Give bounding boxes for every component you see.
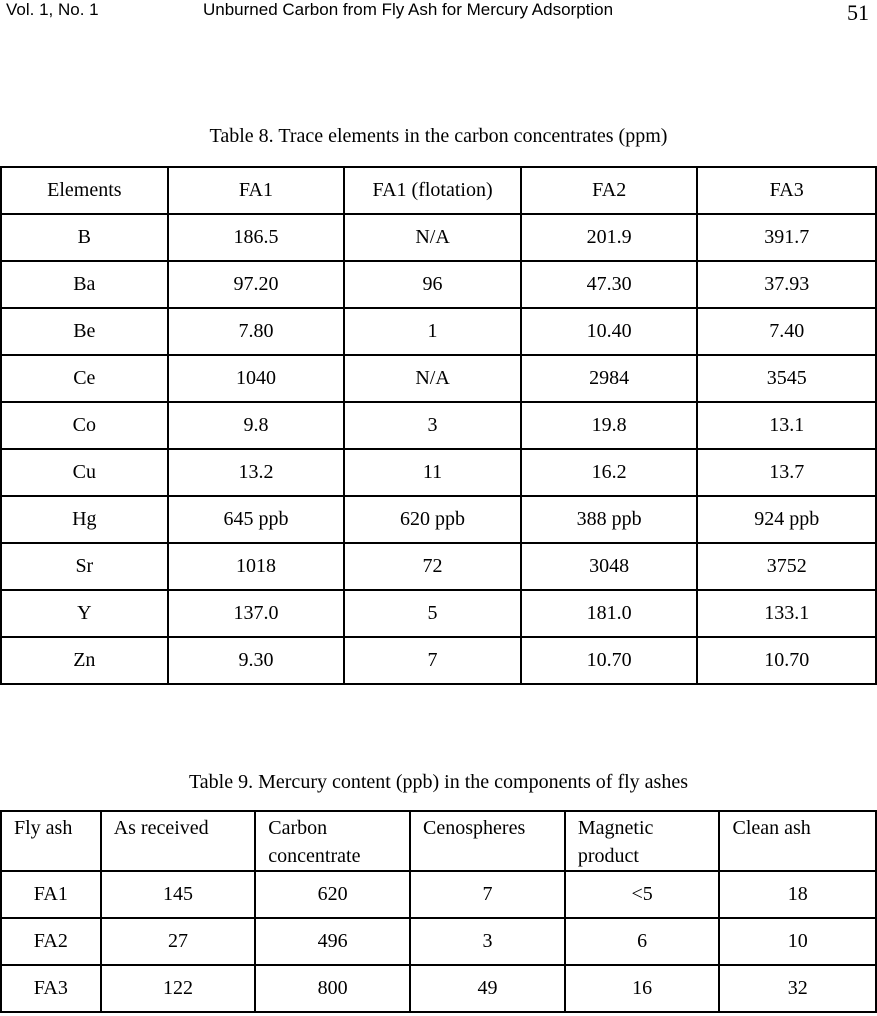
- data-cell: 201.9: [521, 214, 698, 261]
- data-cell: 5: [344, 590, 521, 637]
- row-label-cell: Ba: [1, 261, 168, 308]
- column-header: FA1: [168, 167, 345, 214]
- table-8-caption: Table 8. Trace elements in the carbon concentrates (ppm): [209, 125, 668, 147]
- data-cell: 3048: [521, 543, 698, 590]
- table-row: [1, 449, 876, 496]
- article-title: Unburned Carbon from Fly Ash for Mercury Adsorption: [203, 0, 614, 19]
- row-label-cell: Co: [1, 402, 168, 449]
- data-cell: 3: [410, 918, 565, 965]
- data-cell: 10.70: [521, 637, 698, 684]
- data-cell: 620: [255, 871, 410, 918]
- row-label-cell: Zn: [1, 637, 168, 684]
- column-header: FA1 (flotation): [344, 167, 521, 214]
- column-header: Carbon concentrate: [255, 811, 410, 871]
- data-cell: 16.2: [521, 449, 698, 496]
- data-cell: 7: [410, 871, 565, 918]
- data-cell: 924 ppb: [697, 496, 876, 543]
- data-cell: 7.80: [168, 308, 345, 355]
- data-cell: 496: [255, 918, 410, 965]
- data-cell: 1: [344, 308, 521, 355]
- row-label-cell: FA3: [1, 965, 101, 1012]
- column-header: Cenospheres: [410, 811, 565, 871]
- row-label-cell: B: [1, 214, 168, 261]
- table-row: [1, 308, 876, 355]
- data-cell: 19.8: [521, 402, 698, 449]
- table-row: [1, 918, 876, 965]
- data-cell: 137.0: [168, 590, 345, 637]
- table-row: [1, 637, 876, 684]
- table-9-mercury-content: [0, 810, 877, 1013]
- data-cell: 800: [255, 965, 410, 1012]
- data-cell: 7: [344, 637, 521, 684]
- data-cell: 27: [101, 918, 256, 965]
- table-row: [1, 543, 876, 590]
- row-label-cell: FA2: [1, 918, 101, 965]
- table-row: [1, 496, 876, 543]
- column-header: Clean ash: [719, 811, 876, 871]
- data-cell: 3545: [697, 355, 876, 402]
- table-row: [1, 871, 876, 918]
- table-row: [1, 402, 876, 449]
- row-label-cell: Hg: [1, 496, 168, 543]
- data-cell: 10.70: [697, 637, 876, 684]
- data-cell: 391.7: [697, 214, 876, 261]
- data-cell: 18: [719, 871, 876, 918]
- row-label-cell: FA1: [1, 871, 101, 918]
- data-cell: 186.5: [168, 214, 345, 261]
- data-cell: 72: [344, 543, 521, 590]
- data-cell: 388 ppb: [521, 496, 698, 543]
- row-label-cell: Sr: [1, 543, 168, 590]
- data-cell: 10: [719, 918, 876, 965]
- row-label-cell: Ce: [1, 355, 168, 402]
- row-label-cell: Cu: [1, 449, 168, 496]
- table-row: [1, 214, 876, 261]
- row-label-cell: Be: [1, 308, 168, 355]
- data-cell: 13.7: [697, 449, 876, 496]
- data-cell: 37.93: [697, 261, 876, 308]
- data-cell: 145: [101, 871, 256, 918]
- data-cell: 3: [344, 402, 521, 449]
- column-header: Elements: [1, 167, 168, 214]
- table-header-row: [1, 811, 876, 871]
- data-cell: 11: [344, 449, 521, 496]
- data-cell: 7.40: [697, 308, 876, 355]
- column-header: FA2: [521, 167, 698, 214]
- data-cell: 32: [719, 965, 876, 1012]
- data-cell: 122: [101, 965, 256, 1012]
- table-row: [1, 965, 876, 1012]
- journal-volume: Vol. 1, No. 1: [6, 0, 99, 19]
- data-cell: 13.1: [697, 402, 876, 449]
- page-number: 51: [847, 0, 869, 25]
- column-header: Magnetic product: [565, 811, 720, 871]
- data-cell: 16: [565, 965, 720, 1012]
- column-header: As received: [101, 811, 256, 871]
- table-9-caption: Table 9. Mercury content (ppb) in the components of fly ashes: [188, 771, 688, 793]
- data-cell: 3752: [697, 543, 876, 590]
- table-8-trace-elements: [0, 166, 877, 685]
- data-cell: N/A: [344, 355, 521, 402]
- data-cell: 96: [344, 261, 521, 308]
- table-row: [1, 355, 876, 402]
- data-cell: 97.20: [168, 261, 345, 308]
- column-header: FA3: [697, 167, 876, 214]
- data-cell: N/A: [344, 214, 521, 261]
- table-row: [1, 590, 876, 637]
- column-header: Fly ash: [1, 811, 101, 871]
- data-cell: 49: [410, 965, 565, 1012]
- running-head: [0, 0, 877, 30]
- data-cell: 2984: [521, 355, 698, 402]
- data-cell: 9.30: [168, 637, 345, 684]
- data-cell: 6: [565, 918, 720, 965]
- data-cell: 1040: [168, 355, 345, 402]
- row-label-cell: Y: [1, 590, 168, 637]
- data-cell: 133.1: [697, 590, 876, 637]
- data-cell: 47.30: [521, 261, 698, 308]
- data-cell: 645 ppb: [168, 496, 345, 543]
- table-header-row: [1, 167, 876, 214]
- table-row: [1, 261, 876, 308]
- data-cell: <5: [565, 871, 720, 918]
- data-cell: 1018: [168, 543, 345, 590]
- data-cell: 10.40: [521, 308, 698, 355]
- data-cell: 9.8: [168, 402, 345, 449]
- data-cell: 620 ppb: [344, 496, 521, 543]
- data-cell: 181.0: [521, 590, 698, 637]
- data-cell: 13.2: [168, 449, 345, 496]
